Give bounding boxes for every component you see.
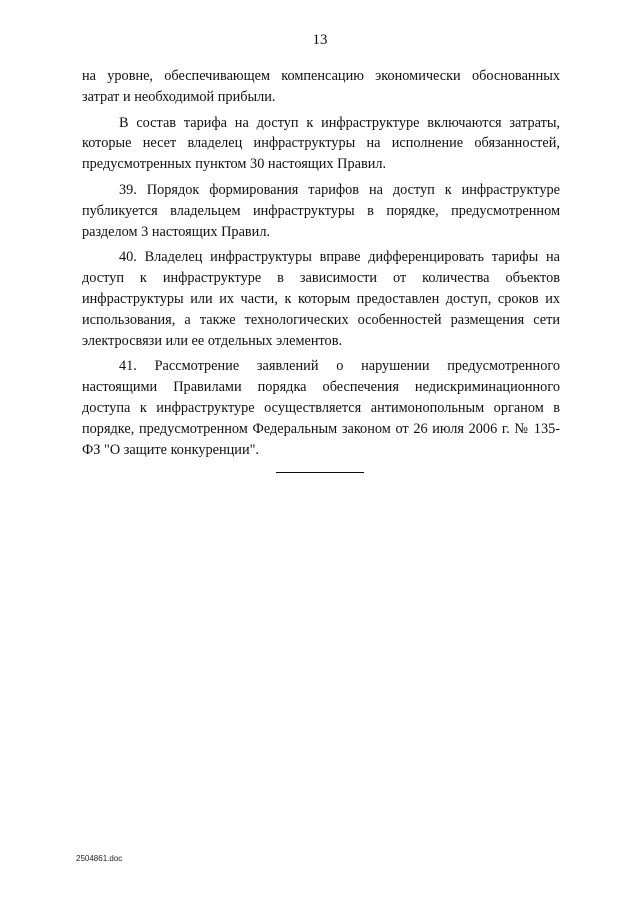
paragraph-41: 41. Рассмотрение заявлений о нарушении предусмотренного настоящими Правилами порядка обеспечения недискриминационного доступа к инфраструктуре осуществляется антимонопольным органом в порядке, предусмотренном Федеральным законом от 26 июля 2006 г. № 135-ФЗ "О защите конкуренции". [82,358,560,458]
paragraph-40: 40. Владелец инфраструктуры вправе дифференцировать тарифы на доступ к инфраструктуре в зависимости от количества объектов инфраструктуры или их части, к которым предоставлен доступ, сроков их использования, а также технологических особенностей размещения сети электросвязи или ее отдельных элементов. [82,249,560,349]
page-number: 13 [312,32,328,48]
body-text [82,66,560,465]
paragraph-continuation: на уровне, обеспечивающем компенсацию экономически обоснованных затрат и необходимой прибыли. [82,68,560,105]
paragraph-39: 39. Порядок формирования тарифов на доступ к инфраструктуре публикуется владельцем инфраструктуры в порядке, предусмотренном разделом 3 настоящих Правил. [82,181,560,240]
paragraph-tariff-composition: В состав тарифа на доступ к инфраструктуре включаются затраты, которые несет владелец инфраструктуры на исполнение обязанностей, предусмотренных пунктом 30 настоящих Правил. [82,114,560,173]
footer-filename: 2504861.doc [76,854,123,863]
end-divider [276,472,364,473]
